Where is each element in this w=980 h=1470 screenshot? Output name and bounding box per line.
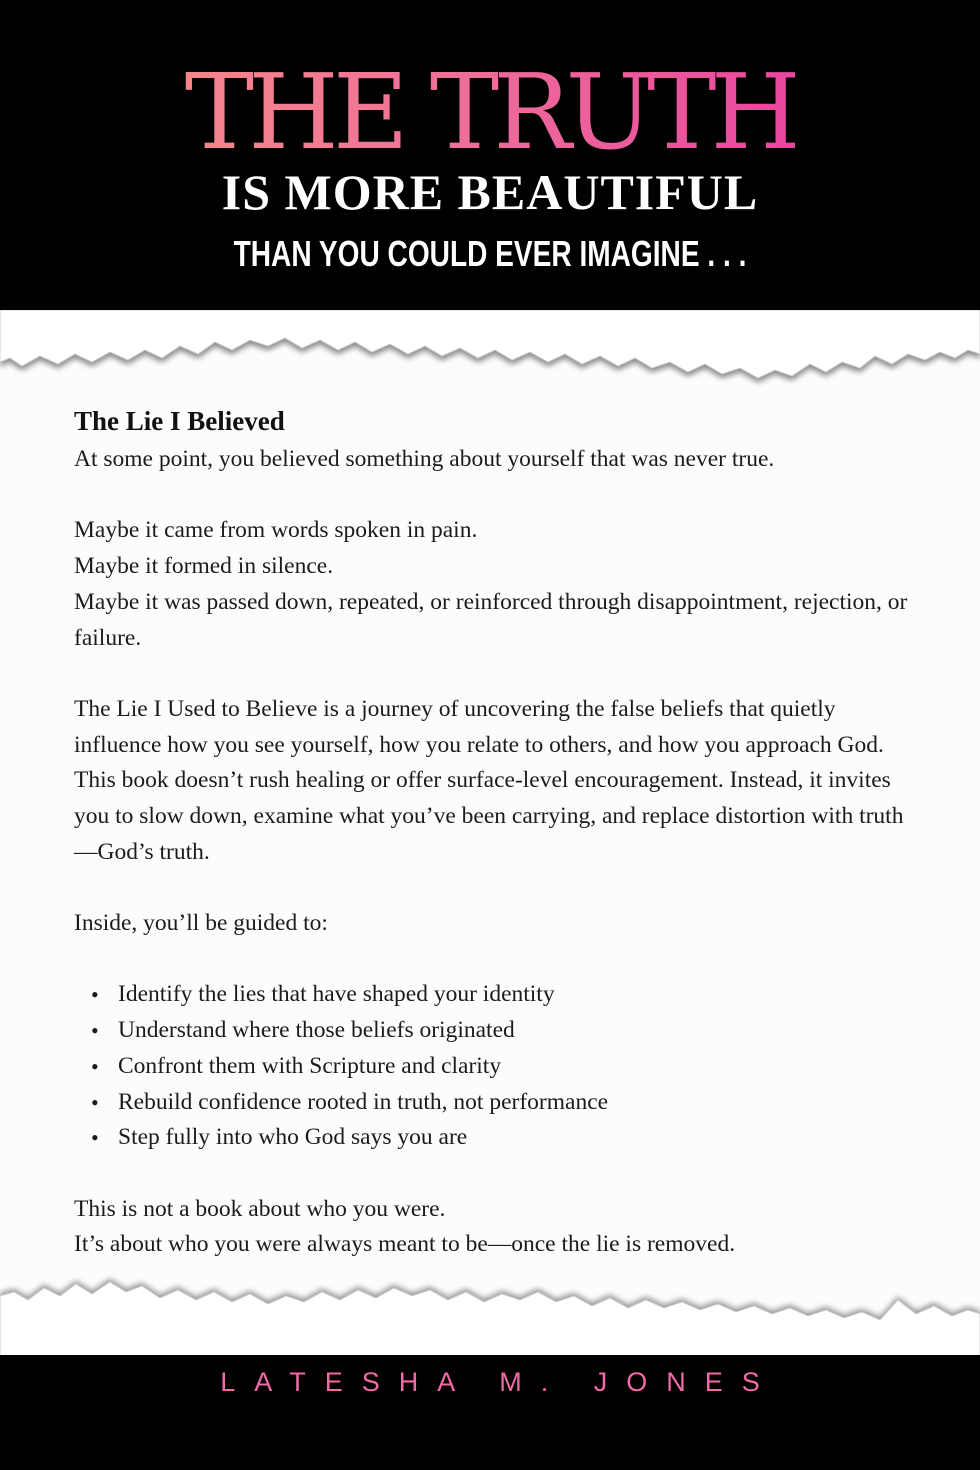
title-tagline: THAN YOU COULD EVER IMAGINE . . . [233, 233, 747, 274]
author-name: LATESHA M. JONES [220, 1367, 779, 1397]
closing-line: It’s about who you were always meant to be—once the lie is removed. [74, 1231, 736, 1258]
maybe-paragraph [74, 513, 914, 656]
section-heading: The Lie I Believed [74, 406, 285, 436]
list-item: • Step fully into who God says you are [74, 1120, 914, 1156]
book-description: The Lie I Used to Believe is a journey of uncovering the false beliefs that quietly influence how you see yourself, how you relate to others, and how you approach God. This book doesn’t rush healing or offer surface-level encouragement. Instead, it invites you to slow down, examine what you’ve been carrying, and replace distortion with truth—God’s truth. [74, 695, 904, 865]
torn-edge-bottom [0, 1270, 980, 1360]
maybe-line: Maybe it came from words spoken in pain. [74, 517, 478, 544]
bullet-icon: • [91, 1053, 99, 1079]
list-item: • Rebuild confidence rooted in truth, not performance [74, 1085, 914, 1121]
description-block [74, 400, 914, 1299]
intro-paragraph: At some point, you believed something about yourself that was never true. [74, 446, 775, 472]
list-item: • Confront them with Scripture and clarity [74, 1049, 914, 1085]
title-subtitle: IS MORE BEAUTIFUL [221, 164, 759, 220]
bullet-icon: • [91, 1018, 99, 1044]
closing-paragraph [74, 1192, 914, 1263]
closing-line: This is not a book about who you were. [74, 1195, 446, 1222]
guided-intro: Inside, you’ll be guided to: [74, 910, 328, 937]
list-item: • Identify the lies that have shaped your identity [74, 977, 914, 1013]
list-item: • Understand where those beliefs originated [74, 1013, 914, 1049]
maybe-line: Maybe it formed in silence. [74, 553, 334, 580]
bullet-icon: • [91, 1089, 99, 1115]
bullet-icon: • [91, 982, 99, 1008]
bullet-icon: • [91, 1125, 99, 1151]
torn-edge-top [0, 310, 980, 400]
guided-list [74, 977, 914, 1156]
title-main: THE TRUTH [184, 51, 796, 173]
maybe-line: Maybe it was passed down, repeated, or reinforced through disappointment, rejection, or failure. [74, 588, 908, 651]
